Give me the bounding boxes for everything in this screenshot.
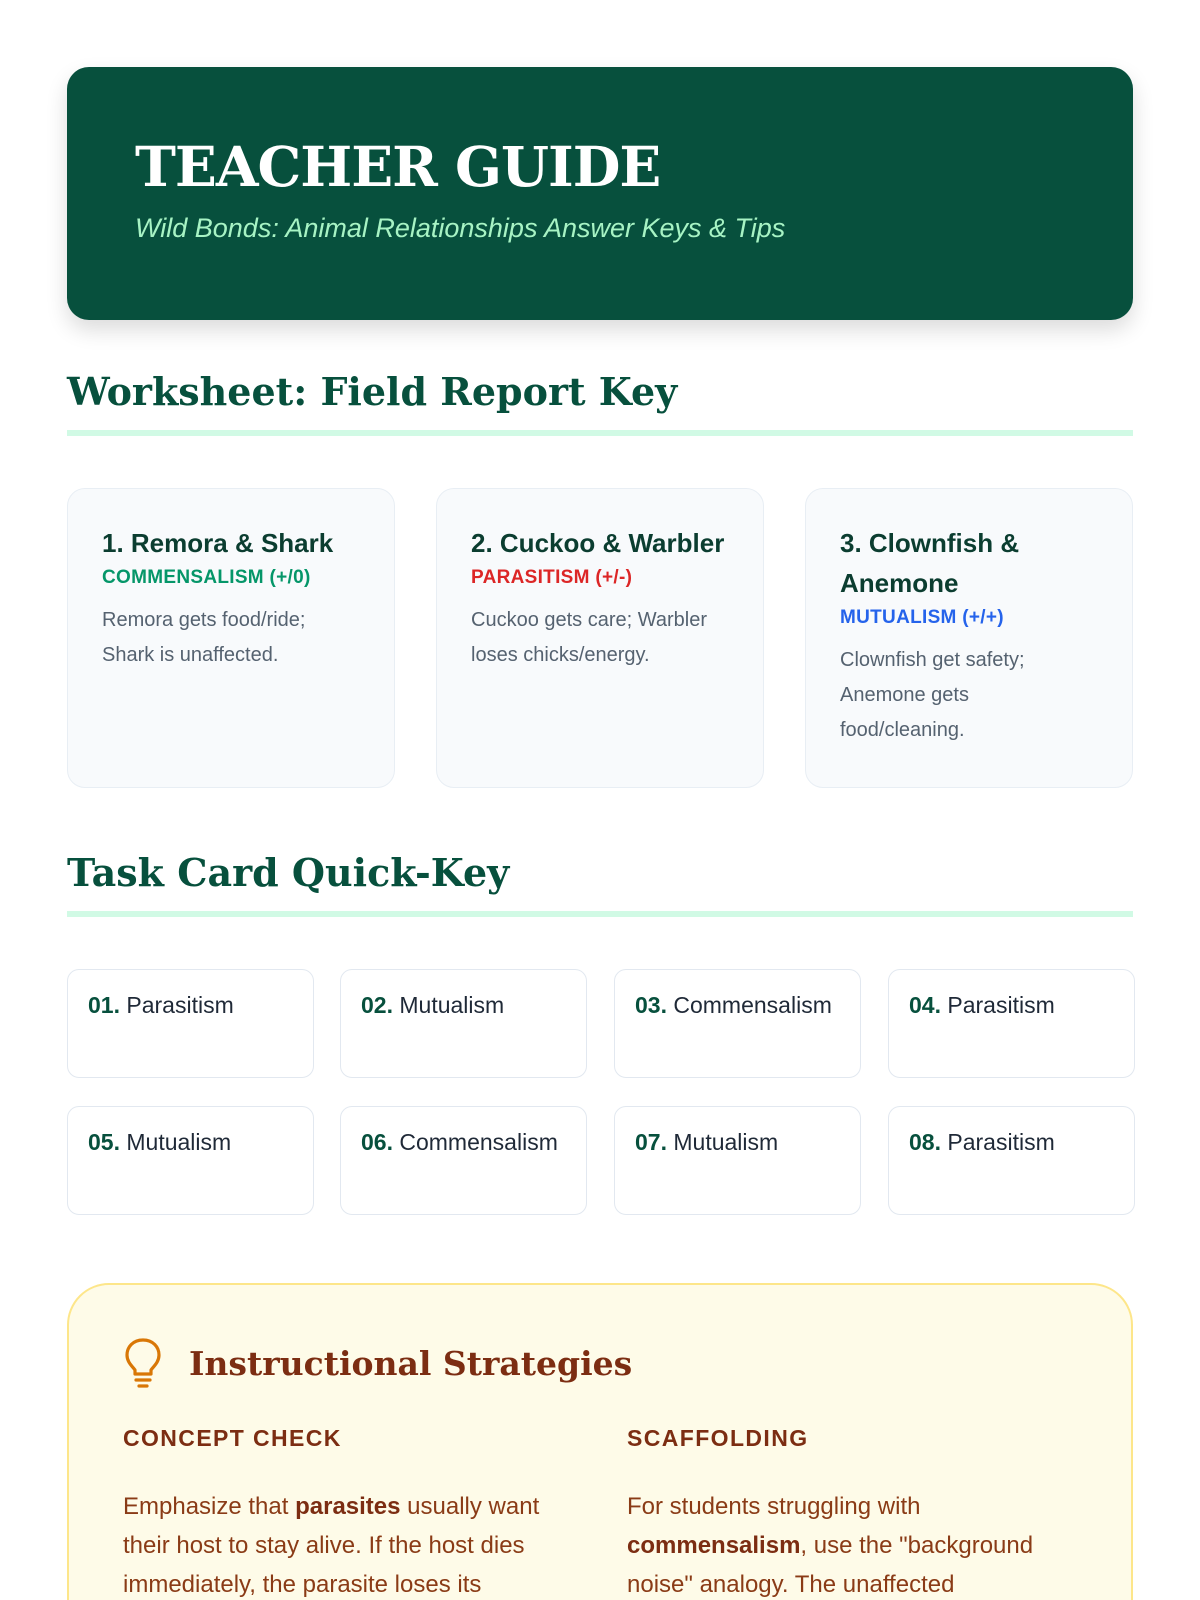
task-number: 04. <box>909 992 941 1018</box>
taskcard-heading: Task Card Quick-Key <box>67 850 1133 917</box>
task-answer: Commensalism <box>399 1129 558 1155</box>
scaffolding-label: SCAFFOLDING <box>627 1425 809 1451</box>
report-card <box>805 488 1133 788</box>
task-answer: Parasitism <box>947 1129 1055 1155</box>
report-card-description: Cuckoo gets care; Warbler loses chicks/energy. <box>471 609 708 666</box>
task-answer: Parasitism <box>126 992 234 1018</box>
task-number: 01. <box>88 992 120 1018</box>
concept-check-text <box>123 1487 563 1600</box>
relationship-tag: MUTUALISM (+/+) <box>840 607 1004 628</box>
task-card <box>340 969 587 1078</box>
task-answer: Mutualism <box>399 992 505 1018</box>
text-fragment: Emphasize that <box>123 1493 296 1520</box>
task-number: 05. <box>88 1129 120 1155</box>
task-card <box>888 969 1135 1078</box>
report-card <box>67 488 395 788</box>
text-fragment: , use the "background noise" analogy. The unaffected <box>627 1532 1034 1598</box>
task-number: 02. <box>361 992 393 1018</box>
report-card-title: 1. Remora & Shark <box>102 528 334 558</box>
task-number: 08. <box>909 1129 941 1155</box>
relationship-tag: PARASITISM (+/-) <box>471 567 633 588</box>
task-answer: Commensalism <box>673 992 832 1018</box>
task-card <box>614 1106 861 1215</box>
scaffolding-text <box>627 1487 1067 1600</box>
relationship-tag: COMMENSALISM (+/0) <box>102 567 311 588</box>
concept-check-label: CONCEPT CHECK <box>123 1425 342 1451</box>
task-card <box>67 969 314 1078</box>
task-answer: Mutualism <box>673 1129 779 1155</box>
report-card <box>436 488 764 788</box>
strategies-header <box>123 1333 1077 1393</box>
task-number: 07. <box>635 1129 667 1155</box>
strategies-title: Instructional Strategies <box>189 1343 633 1383</box>
task-card <box>67 1106 314 1215</box>
text-fragment: For students struggling with <box>627 1493 921 1520</box>
worksheet-heading: Worksheet: Field Report Key <box>67 369 1133 436</box>
guide-header <box>67 67 1133 320</box>
report-card-title: 3. Clownfish & Anemone <box>840 528 1020 598</box>
page-title: TEACHER GUIDE <box>135 134 661 199</box>
report-card-description: Remora gets food/ride; Shark is unaffected. <box>102 609 306 666</box>
task-answer: Parasitism <box>947 992 1055 1018</box>
bold-term: commensalism <box>627 1532 801 1559</box>
report-card-description: Clownfish get safety; Anemone gets food/cleaning. <box>840 649 1025 741</box>
task-number: 06. <box>361 1129 393 1155</box>
task-number: 03. <box>635 992 667 1018</box>
task-answer: Mutualism <box>126 1129 232 1155</box>
concept-check-column <box>123 1423 563 1600</box>
lightbulb-icon <box>123 1336 163 1390</box>
bold-term: parasites <box>295 1493 401 1520</box>
report-card-title: 2. Cuckoo & Warbler <box>471 528 725 558</box>
instructional-strategies-panel <box>67 1283 1133 1600</box>
scaffolding-column <box>627 1423 1067 1600</box>
text-fragment: usually want their host to stay alive. If the host dies immediately, the parasite loses its <box>123 1493 540 1598</box>
task-card <box>614 969 861 1078</box>
page-subtitle: Wild Bonds: Animal Relationships Answer Keys & Tips <box>135 213 786 243</box>
task-card <box>340 1106 587 1215</box>
task-card <box>888 1106 1135 1215</box>
